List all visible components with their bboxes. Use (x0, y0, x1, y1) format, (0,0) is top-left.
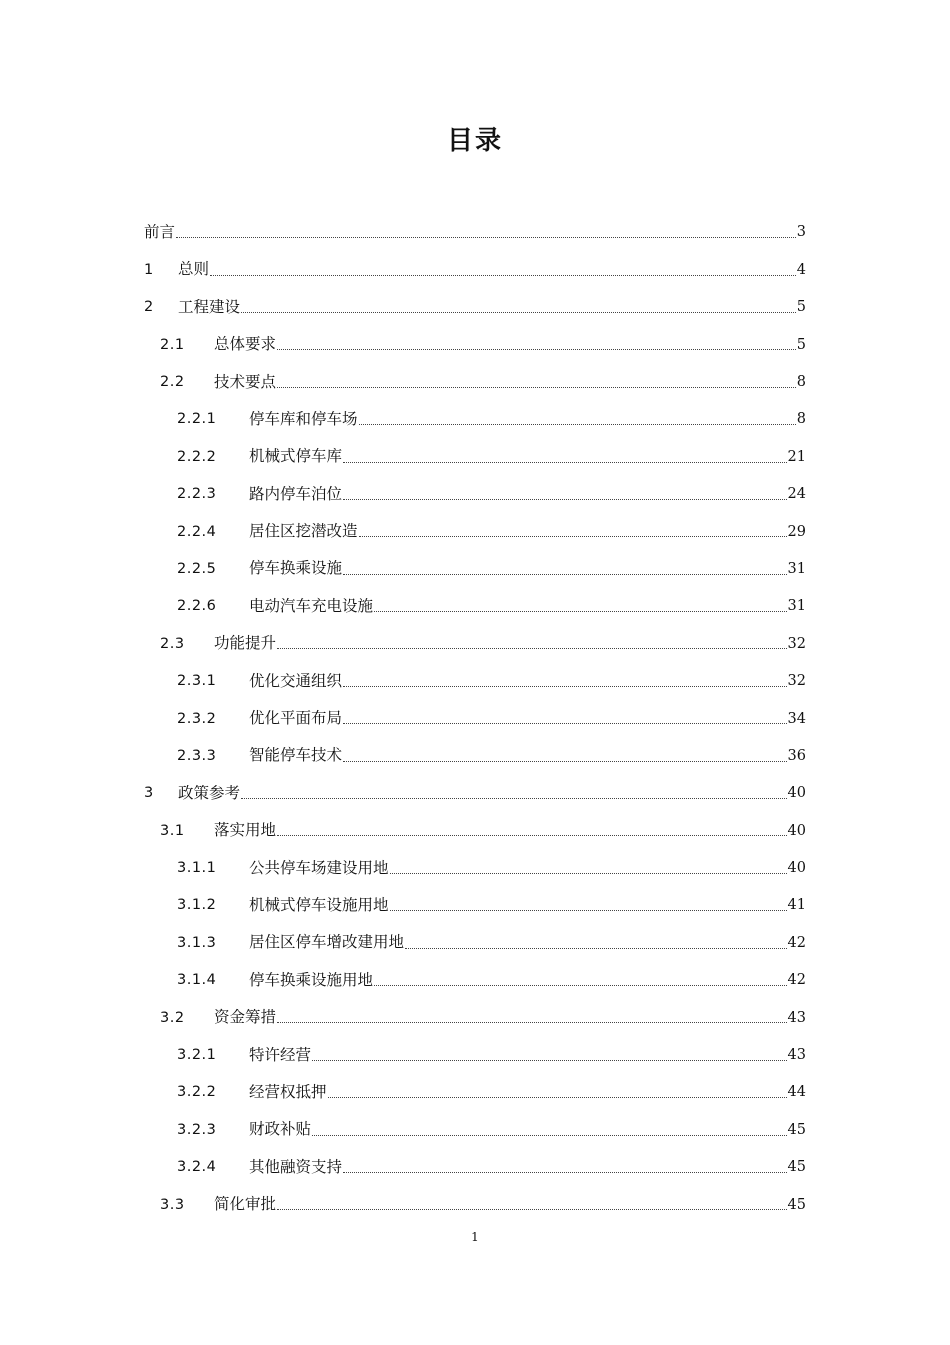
toc-entry-number: 3.2.1 (177, 1047, 217, 1064)
toc-entry-title: 停车换乘设施用地 (249, 970, 374, 989)
toc-entry-page: 29 (787, 523, 806, 540)
toc-dot-leader (343, 1172, 787, 1173)
toc-entry[interactable] (144, 1149, 806, 1186)
toc-entry[interactable] (144, 214, 806, 251)
toc-entry-title: 停车换乘设施 (249, 559, 343, 578)
toc-entry-page: 24 (787, 486, 806, 503)
toc-entry[interactable] (144, 551, 806, 588)
toc-entry-title: 优化交通组织 (249, 671, 343, 690)
toc-dot-leader (390, 873, 787, 874)
toc-entry-number: 3.1.4 (177, 972, 217, 989)
toc-entry[interactable] (144, 289, 806, 326)
toc-entry[interactable] (144, 326, 806, 363)
toc-entry-number: 2.3.2 (177, 710, 217, 727)
toc-entry-page: 8 (796, 411, 806, 428)
toc-entry-title: 特许经营 (249, 1045, 312, 1064)
toc-entry-page: 3 (796, 224, 806, 241)
toc-entry-number: 3.1.1 (177, 860, 217, 877)
toc-dot-leader (390, 910, 787, 911)
toc-entry-page: 5 (796, 299, 806, 316)
toc-entry-number: 2.2.2 (177, 448, 217, 465)
toc-entry-page: 44 (787, 1084, 806, 1101)
toc-dot-leader (176, 237, 796, 238)
toc-dot-leader (343, 462, 787, 463)
toc-entry-number: 2.2.6 (177, 598, 217, 615)
toc-entry-title: 政策参考 (178, 783, 241, 802)
toc-entry-title: 技术要点 (214, 372, 277, 391)
toc-entry[interactable] (144, 887, 806, 924)
toc-entry-number: 2.1 (160, 336, 185, 353)
toc-entry[interactable] (144, 924, 806, 961)
toc-entry-number: 3.2 (160, 1009, 185, 1026)
toc-dot-leader (343, 499, 787, 500)
toc-dot-leader (277, 1209, 787, 1210)
toc-dot-leader (328, 1097, 787, 1098)
toc-entry-title: 落实用地 (214, 821, 277, 840)
toc-entry[interactable] (144, 438, 806, 475)
toc-entry-title: 电动汽车充电设施 (249, 596, 374, 615)
toc-entry-title: 前言 (144, 222, 176, 241)
toc-entry[interactable] (144, 775, 806, 812)
toc-entry[interactable] (144, 1074, 806, 1111)
toc-entry-title: 总体要求 (214, 335, 277, 354)
toc-entry-number: 3.1 (160, 822, 185, 839)
toc-entry-page: 32 (787, 635, 806, 652)
toc-entry-page: 41 (787, 897, 806, 914)
toc-entry-page: 34 (787, 710, 806, 727)
toc-entry-page: 45 (787, 1196, 806, 1213)
toc-entry-number: 3 (144, 785, 154, 802)
toc-entry-title: 智能停车技术 (249, 746, 343, 765)
toc-entry-title: 机械式停车设施用地 (249, 895, 389, 914)
page-title: 目录 (446, 126, 503, 156)
toc-entry[interactable] (144, 401, 806, 438)
toc-entry-title: 财政补贴 (249, 1120, 312, 1139)
toc-entry-page: 40 (787, 860, 806, 877)
toc-dot-leader (277, 835, 787, 836)
toc-dot-leader (359, 424, 796, 425)
toc-entry-title: 公共停车场建设用地 (249, 858, 389, 877)
toc-entry[interactable] (144, 737, 806, 774)
toc-entry[interactable] (144, 476, 806, 513)
toc-entry[interactable] (144, 812, 806, 849)
toc-entry[interactable] (144, 663, 806, 700)
toc-entry-number: 2.3.3 (177, 747, 217, 764)
toc-entry-title: 工程建设 (178, 297, 241, 316)
toc-entry[interactable] (144, 588, 806, 625)
toc-entry-number: 1 (144, 261, 154, 278)
toc-dot-leader (277, 387, 796, 388)
toc-dot-leader (241, 312, 796, 313)
toc-dot-leader (277, 648, 787, 649)
toc-dot-leader (374, 985, 787, 986)
toc-entry-title: 资金筹措 (214, 1008, 277, 1027)
toc-entry-title: 居住区停车增改建用地 (249, 933, 405, 952)
toc-dot-leader (210, 275, 796, 276)
toc-entry-title: 优化平面布局 (249, 709, 343, 728)
toc-dot-leader (343, 723, 787, 724)
toc-entry-page: 45 (787, 1159, 806, 1176)
toc-entry[interactable] (144, 364, 806, 401)
toc-entry-page: 5 (796, 336, 806, 353)
toc-entry[interactable] (144, 700, 806, 737)
toc-entry-page: 42 (787, 934, 806, 951)
toc-dot-leader (277, 1022, 787, 1023)
toc-entry-page: 40 (787, 822, 806, 839)
toc-entry-number: 2.3 (160, 635, 185, 652)
toc-entry-title: 停车库和停车场 (249, 409, 358, 428)
toc-entry-number: 3.2.2 (177, 1084, 217, 1101)
toc-entry-number: 2.2.5 (177, 560, 217, 577)
toc-dot-leader (343, 761, 787, 762)
toc-dot-leader (312, 1135, 787, 1136)
toc-entry-title: 机械式停车库 (249, 447, 343, 466)
toc-entry-number: 2.2.1 (177, 411, 217, 428)
toc-dot-leader (312, 1060, 787, 1061)
toc-entry-page: 36 (787, 747, 806, 764)
toc-entry-title: 简化审批 (214, 1195, 277, 1214)
toc-entry[interactable] (144, 1186, 806, 1223)
toc-dot-leader (241, 798, 787, 799)
toc-dot-leader (405, 948, 787, 949)
toc-entry-number: 3.3 (160, 1196, 185, 1213)
toc-entry-number: 2.2.4 (177, 523, 217, 540)
toc-entry-number: 3.2.4 (177, 1159, 217, 1176)
toc-dot-leader (343, 686, 787, 687)
toc-entry[interactable] (144, 513, 806, 550)
toc-entry[interactable] (144, 999, 806, 1036)
toc-entry-page: 21 (787, 448, 806, 465)
toc-entry-page: 31 (787, 560, 806, 577)
toc-entry[interactable] (144, 1037, 806, 1074)
toc-entry-number: 3.2.3 (177, 1121, 217, 1138)
toc-entry-number: 2 (144, 299, 154, 316)
toc-entry-title: 经营权抵押 (249, 1082, 327, 1101)
toc-dot-leader (374, 611, 787, 612)
toc-entry-number: 2.2 (160, 374, 185, 390)
toc-entry-page: 8 (796, 374, 806, 390)
toc-dot-leader (277, 349, 796, 350)
toc-entry-number: 2.2.3 (177, 486, 217, 503)
toc-dot-leader (359, 536, 787, 537)
toc-entry-title: 功能提升 (214, 634, 277, 653)
toc-entry[interactable] (144, 850, 806, 887)
table-of-contents (144, 214, 806, 1224)
toc-entry[interactable] (144, 1111, 806, 1148)
toc-entry-page: 31 (787, 598, 806, 615)
toc-entry-number: 3.1.2 (177, 897, 217, 914)
toc-entry-title: 路内停车泊位 (249, 484, 343, 503)
toc-entry-page: 32 (787, 673, 806, 690)
toc-entry-title: 其他融资支持 (249, 1157, 343, 1176)
toc-entry[interactable] (144, 962, 806, 999)
toc-entry-page: 42 (787, 972, 806, 989)
toc-entry-title: 居住区挖潜改造 (249, 522, 358, 541)
page-number: 1 (471, 1230, 479, 1244)
toc-entry[interactable] (144, 251, 806, 288)
toc-entry-number: 2.3.1 (177, 673, 217, 690)
toc-entry-page: 43 (787, 1009, 806, 1026)
toc-entry-page: 45 (787, 1121, 806, 1138)
toc-entry-page: 4 (796, 261, 806, 278)
toc-dot-leader (343, 574, 787, 575)
toc-entry-title: 总则 (178, 260, 210, 279)
toc-entry-page: 43 (787, 1047, 806, 1064)
toc-entry[interactable] (144, 625, 806, 662)
toc-entry-page: 40 (787, 785, 806, 802)
toc-entry-number: 3.1.3 (177, 934, 217, 951)
